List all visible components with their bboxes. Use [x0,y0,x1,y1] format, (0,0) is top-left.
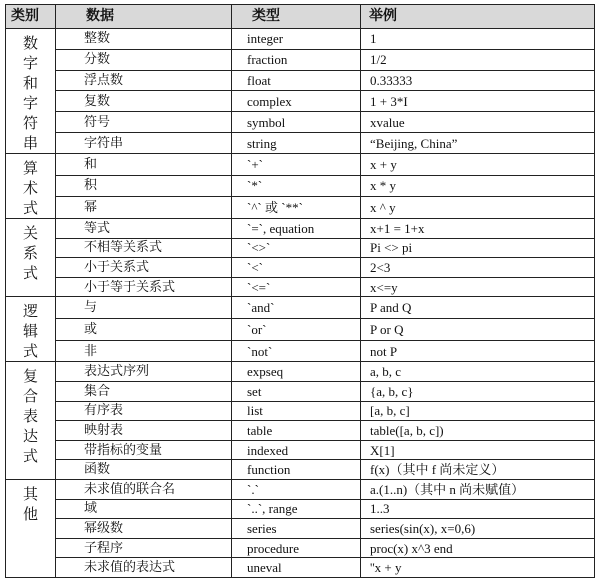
data-cell: 集合 [56,381,232,401]
type-cell: expseq [232,362,361,382]
type-cell: `<` [232,258,361,278]
type-cell: list [232,401,361,421]
data-cell: 小于等于关系式 [56,277,232,297]
data-type-table-wrapper [5,4,595,578]
table-row [6,175,595,197]
example-cell: table([a, b, c]) [361,421,595,441]
category-label: 关系式 [22,224,38,282]
table-row [6,519,595,539]
type-cell: `or` [232,319,361,341]
table-row [6,277,595,297]
data-cell: 非 [56,340,232,362]
type-cell: set [232,381,361,401]
example-cell: f(x)（其中 f 尚未定义） [361,460,595,480]
data-cell: 分数 [56,49,232,70]
type-cell: `^` 或 `**` [232,197,361,219]
type-cell: `and` [232,297,361,319]
category-cell [6,297,56,362]
table-row [6,421,595,441]
category-label: 算术式 [22,159,38,217]
type-cell: `not` [232,340,361,362]
type-cell: uneval [232,558,361,578]
table-row [6,258,595,278]
table-row [6,401,595,421]
example-cell: x+1 = 1+x [361,219,595,239]
type-cell: `+` [232,154,361,176]
table-row [6,91,595,112]
example-cell: x + y [361,154,595,176]
type-cell: function [232,460,361,480]
table-row [6,112,595,133]
data-cell: 幂 [56,197,232,219]
table-row [6,499,595,519]
header-data: 数据 [56,5,232,29]
table-row [6,340,595,362]
category-cell [6,154,56,219]
type-cell: string [232,133,361,154]
data-cell: 不相等关系式 [56,238,232,258]
header-example: 举例 [361,5,595,29]
data-cell: 复数 [56,91,232,112]
category-cell [6,219,56,297]
table-row [6,29,595,50]
example-cell: a.(1..n)（其中 n 尚未赋值） [361,479,595,499]
table-row [6,297,595,319]
type-cell: float [232,70,361,91]
example-cell: ''x + y [361,558,595,578]
category-label: 数字和字符串 [22,34,38,152]
type-cell: procedure [232,538,361,558]
example-cell: proc(x) x^3 end [361,538,595,558]
data-cell: 小于关系式 [56,258,232,278]
type-cell: fraction [232,49,361,70]
data-cell: 和 [56,154,232,176]
type-cell: `.` [232,479,361,499]
table-row [6,538,595,558]
type-cell: complex [232,91,361,112]
header-category: 类别 [6,5,56,29]
table-row [6,49,595,70]
category-label: 其他 [22,484,38,523]
type-cell: `=`, equation [232,219,361,239]
table-row [6,479,595,499]
example-cell: series(sin(x), x=0,6) [361,519,595,539]
table-row [6,238,595,258]
data-cell: 或 [56,319,232,341]
data-cell: 积 [56,175,232,197]
data-type-table [5,4,595,578]
example-cell: P or Q [361,319,595,341]
type-cell: `..`, range [232,499,361,519]
example-cell: {a, b, c} [361,381,595,401]
example-cell: not P [361,340,595,362]
example-cell: Pi <> pi [361,238,595,258]
example-cell: a, b, c [361,362,595,382]
table-row [6,460,595,480]
table-row [6,319,595,341]
example-cell: 2<3 [361,258,595,278]
data-cell: 浮点数 [56,70,232,91]
category-cell [6,362,56,480]
category-cell [6,479,56,577]
example-cell: xvalue [361,112,595,133]
table-row [6,558,595,578]
type-cell: `*` [232,175,361,197]
data-cell: 整数 [56,29,232,50]
data-cell: 与 [56,297,232,319]
example-cell: P and Q [361,297,595,319]
example-cell: x * y [361,175,595,197]
type-cell: `<>` [232,238,361,258]
example-cell: 1/2 [361,49,595,70]
type-cell: table [232,421,361,441]
example-cell: 1 + 3*I [361,91,595,112]
type-cell: `<=` [232,277,361,297]
data-cell: 函数 [56,460,232,480]
table-row [6,154,595,176]
table-row [6,197,595,219]
example-cell: x ^ y [361,197,595,219]
table-row [6,362,595,382]
table-row [6,70,595,91]
table-body [6,29,595,578]
data-cell: 有序表 [56,401,232,421]
data-cell: 未求值的表达式 [56,558,232,578]
data-cell: 字符串 [56,133,232,154]
example-cell: [a, b, c] [361,401,595,421]
data-cell: 幂级数 [56,519,232,539]
header-type: 类型 [232,5,361,29]
table-row [6,440,595,460]
category-cell [6,29,56,154]
type-cell: series [232,519,361,539]
data-cell: 等式 [56,219,232,239]
example-cell: 0.33333 [361,70,595,91]
type-cell: symbol [232,112,361,133]
header-row [6,5,595,29]
example-cell: x<=y [361,277,595,297]
data-cell: 映射表 [56,421,232,441]
example-cell: 1..3 [361,499,595,519]
data-cell: 表达式序列 [56,362,232,382]
data-cell: 带指标的变量 [56,440,232,460]
example-cell: “Beijing, China” [361,133,595,154]
category-label: 复合表达式 [22,367,38,466]
data-cell: 未求值的联合名 [56,479,232,499]
table-row [6,381,595,401]
example-cell: X[1] [361,440,595,460]
data-cell: 子程序 [56,538,232,558]
type-cell: integer [232,29,361,50]
table-row [6,133,595,154]
table-header [6,5,595,29]
type-cell: indexed [232,440,361,460]
example-cell: 1 [361,29,595,50]
data-cell: 域 [56,499,232,519]
table-row [6,219,595,239]
category-label: 逻辑式 [22,302,38,361]
data-cell: 符号 [56,112,232,133]
